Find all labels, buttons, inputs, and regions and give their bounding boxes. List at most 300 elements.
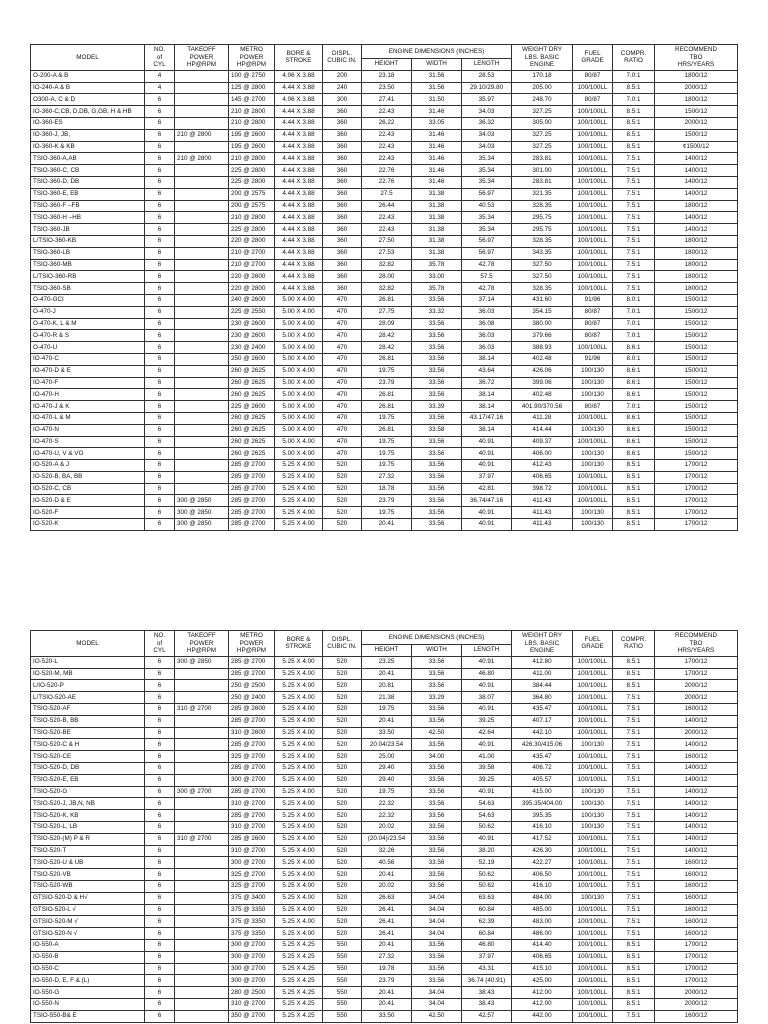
height-cell: 26.81: [362, 353, 412, 365]
takeoff-power-cell: [175, 259, 229, 271]
bore-stroke-cell: 4.44 X 3.88: [275, 153, 323, 165]
height-cell: 22.32: [362, 798, 412, 810]
weight-cell: 406.00: [512, 448, 573, 460]
takeoff-power-cell: [175, 200, 229, 212]
fuel-grade-cell: 100/130: [573, 892, 613, 904]
fuel-grade-cell: 100/100LL: [573, 904, 613, 916]
model-cell: O-470-J: [31, 306, 145, 318]
cylinders-cell: 6: [145, 471, 175, 483]
bore-stroke-cell: 5.25 X 4.00: [275, 751, 323, 763]
compression-ratio-cell: 8.6:1: [613, 377, 655, 389]
takeoff-power-cell: 300 @ 2850: [175, 507, 229, 519]
table-row: [31, 176, 738, 188]
cylinders-cell: 6: [145, 224, 175, 236]
width-cell: 33.56: [412, 939, 462, 951]
metro-power-cell: 300 @ 2700: [229, 951, 275, 963]
model-cell: IO-360-ES: [31, 117, 145, 129]
bore-stroke-cell: 5.25 X 4.00: [275, 507, 323, 519]
model-cell: TSIO-520-B, BB: [31, 715, 145, 727]
length-cell: 37.97: [462, 471, 512, 483]
cylinders-cell: 6: [145, 212, 175, 224]
length-cell: 34.03: [462, 141, 512, 153]
fuel-grade-cell: 100/100LL: [573, 998, 613, 1010]
compression-ratio-cell: 8.6:1: [613, 342, 655, 354]
model-cell: TSIO-360-C, CB: [31, 165, 145, 177]
bore-stroke-cell: 5.00 X 4.00: [275, 342, 323, 354]
width-cell: 31.38: [412, 235, 462, 247]
displacement-cell: 360: [323, 212, 362, 224]
metro-power-cell: 210 @ 2800: [229, 212, 275, 224]
width-cell: 33.56: [412, 833, 462, 845]
height-cell: 20.04/23.54: [362, 739, 412, 751]
width-cell: 33.56: [412, 880, 462, 892]
compression-ratio-cell: 7.5:1: [613, 703, 655, 715]
height-cell: 19.75: [362, 786, 412, 798]
takeoff-power-cell: [175, 436, 229, 448]
height-cell: 22.43: [362, 212, 412, 224]
length-cell: 36.03: [462, 330, 512, 342]
tbo-cell: 2000/12: [655, 117, 738, 129]
compression-ratio-cell: 7.5:1: [613, 692, 655, 704]
tbo-cell: 1800/12: [655, 70, 738, 82]
compression-ratio-cell: 8.5:1: [613, 141, 655, 153]
metro-power-cell: 325 @ 2700: [229, 869, 275, 881]
displacement-cell: 520: [323, 483, 362, 495]
model-cell: IO-360-K & KB: [31, 141, 145, 153]
bore-stroke-cell: 4.44 X 3.88: [275, 117, 323, 129]
height-cell: 28.42: [362, 330, 412, 342]
model-cell: IO-550-N: [31, 998, 145, 1010]
height-cell: 22.76: [362, 176, 412, 188]
fuel-grade-cell: 80/87: [573, 306, 613, 318]
tbo-cell: 1500/12: [655, 106, 738, 118]
displacement-cell: 360: [323, 141, 362, 153]
tbo-cell: 1600/12: [655, 892, 738, 904]
compression-ratio-cell: 7.0:1: [613, 70, 655, 82]
model-cell: IO-550-G: [31, 987, 145, 999]
displacement-cell: 360: [323, 106, 362, 118]
length-cell: 38.14: [462, 401, 512, 413]
cylinders-cell: 6: [145, 389, 175, 401]
fuel-grade-cell: 100/100LL: [573, 259, 613, 271]
takeoff-power-cell: [175, 483, 229, 495]
table-row: [31, 224, 738, 236]
takeoff-power-cell: [175, 165, 229, 177]
cylinders-cell: 6: [145, 1010, 175, 1022]
height-cell: 19.75: [362, 412, 412, 424]
cylinders-cell: 6: [145, 680, 175, 692]
cylinders-cell: 6: [145, 365, 175, 377]
table-row: [31, 200, 738, 212]
takeoff-power-cell: [175, 739, 229, 751]
table-row: [31, 283, 738, 295]
metro-power-cell: 225 @ 2600: [229, 401, 275, 413]
fuel-grade-cell: 80/87: [573, 401, 613, 413]
width-cell: 31.38: [412, 247, 462, 259]
takeoff-power-cell: [175, 247, 229, 259]
header-row: [31, 45, 738, 59]
bore-stroke-cell: 5.00 X 4.00: [275, 448, 323, 460]
tbo-cell: 1700/12: [655, 963, 738, 975]
model-cell: O-200-A & B: [31, 70, 145, 82]
height-cell: 23.18: [362, 70, 412, 82]
metro-power-cell: 300 @ 2700: [229, 963, 275, 975]
length-cell: 43.17/47.16: [462, 412, 512, 424]
cylinders-cell: 6: [145, 94, 175, 106]
compression-ratio-cell: 8.5:1: [613, 963, 655, 975]
model-cell: IO-470-U, V & VO: [31, 448, 145, 460]
metro-power-cell: 220 @ 2800: [229, 235, 275, 247]
fuel-grade-cell: 80/87: [573, 318, 613, 330]
tbo-header: RECOMMEND TBO HRS/YEARS: [655, 631, 738, 657]
cylinders-cell: 6: [145, 656, 175, 668]
table-row: [31, 751, 738, 763]
table-row: [31, 471, 738, 483]
model-cell: IO-470-D & E: [31, 365, 145, 377]
fuel-grade-cell: 100/100LL: [573, 987, 613, 999]
width-cell: 33.56: [412, 318, 462, 330]
metro-power-cell: 375 @ 3400: [229, 892, 275, 904]
metro-power-cell: 220 @ 2800: [229, 283, 275, 295]
weight-cell: 412.80: [512, 656, 573, 668]
model-cell: GTSIO-520-M √: [31, 916, 145, 928]
height-cell: 25.00: [362, 751, 412, 763]
weight-cell: 205.00: [512, 82, 573, 94]
engine-dimensions-header: ENGINE DIMENSIONS (INCHES): [362, 45, 512, 59]
fuel-grade-cell: 100/100LL: [573, 857, 613, 869]
width-cell: 33.56: [412, 460, 462, 472]
table-row: [31, 401, 738, 413]
fuel-grade-cell: 100/100LL: [573, 106, 613, 118]
model-cell: L/TSIO-360-KB: [31, 235, 145, 247]
tbo-cell: 1700/12: [655, 460, 738, 472]
metro-power-cell: 300 @ 2700: [229, 857, 275, 869]
model-cell: L/TSIO-520-AE: [31, 692, 145, 704]
model-cell: TSIO-360-A,AB: [31, 153, 145, 165]
weight-cell: 327.50: [512, 271, 573, 283]
cylinders-cell: 6: [145, 668, 175, 680]
height-cell: 26.81: [362, 424, 412, 436]
engine-dimensions-header: ENGINE DIMENSIONS (INCHES): [362, 631, 512, 645]
length-cell: 36.08: [462, 318, 512, 330]
takeoff-power-cell: [175, 916, 229, 928]
model-cell: IO-520-M, MB: [31, 668, 145, 680]
displacement-cell: 520: [323, 680, 362, 692]
table-row: [31, 212, 738, 224]
takeoff-power-cell: 210 @ 2800: [175, 129, 229, 141]
weight-cell: 416.10: [512, 821, 573, 833]
metro-power-cell: 375 @ 3350: [229, 916, 275, 928]
tbo-cell: 1500/12: [655, 342, 738, 354]
width-cell: 33.56: [412, 389, 462, 401]
length-cell: 40.91: [462, 680, 512, 692]
tbo-cell: 1800/12: [655, 247, 738, 259]
width-cell: 31.38: [412, 212, 462, 224]
table-body: [31, 656, 738, 1022]
displacement-cell: 520: [323, 786, 362, 798]
bore-stroke-cell: 5.00 X 4.00: [275, 353, 323, 365]
table-row: [31, 82, 738, 94]
displacement-cell: 520: [323, 507, 362, 519]
tbo-cell: 2000/12: [655, 987, 738, 999]
cylinders-cell: 6: [145, 833, 175, 845]
model-cell: IO-470-F: [31, 377, 145, 389]
metro-power-cell: 285 @ 2700: [229, 483, 275, 495]
height-cell: 26.81: [362, 389, 412, 401]
model-cell: IO-550-B: [31, 951, 145, 963]
bore-stroke-cell: 5.25 X 4.00: [275, 680, 323, 692]
tbo-cell: 1700/12: [655, 975, 738, 987]
height-cell: 27.32: [362, 471, 412, 483]
model-cell: TSIO-360-MB: [31, 259, 145, 271]
displacement-cell: 520: [323, 703, 362, 715]
takeoff-power-cell: [175, 424, 229, 436]
cylinders-cell: 6: [145, 141, 175, 153]
metro-power-cell: 325 @ 2700: [229, 751, 275, 763]
length-cell: 41.00: [462, 751, 512, 763]
model-cell: TSIO-520-BE: [31, 727, 145, 739]
weight-cell: 412.43: [512, 460, 573, 472]
takeoff-power-cell: [175, 306, 229, 318]
takeoff-power-cell: [175, 998, 229, 1010]
takeoff-power-cell: [175, 975, 229, 987]
weight-cell: 295.75: [512, 224, 573, 236]
table-row: [31, 271, 738, 283]
width-cell: 33.56: [412, 798, 462, 810]
fuel-grade-cell: 100/130: [573, 460, 613, 472]
tbo-cell: 1400/12: [655, 845, 738, 857]
tbo-cell: 1500/12: [655, 129, 738, 141]
weight-cell: 411.00: [512, 668, 573, 680]
width-cell: 31.46: [412, 129, 462, 141]
tbo-cell: 2000/12: [655, 82, 738, 94]
bore-stroke-cell: 5.25 X 4.00: [275, 762, 323, 774]
metro-power-cell: 225 @ 2800: [229, 165, 275, 177]
takeoff-power-cell: [175, 798, 229, 810]
takeoff-power-cell: [175, 294, 229, 306]
width-cell: 31.46: [412, 153, 462, 165]
fuel-grade-cell: 80/87: [573, 330, 613, 342]
height-cell: 28.00: [362, 271, 412, 283]
takeoff-power-cell: [175, 751, 229, 763]
fuel-grade-header: FUEL GRADE: [573, 45, 613, 71]
tbo-cell: 2000/12: [655, 727, 738, 739]
takeoff-power-cell: [175, 141, 229, 153]
table-row: [31, 904, 738, 916]
table-row: [31, 377, 738, 389]
bore-stroke-cell: 5.25 X 4.00: [275, 460, 323, 472]
cylinders-cell: 6: [145, 353, 175, 365]
displacement-cell: 470: [323, 294, 362, 306]
width-cell: 34.00: [412, 751, 462, 763]
length-cell: 42.64: [462, 727, 512, 739]
compression-ratio-cell: 8.0:1: [613, 294, 655, 306]
height-cell: 29.40: [362, 762, 412, 774]
metro-power-header: METRO POWER HP@RPM: [229, 45, 275, 71]
tbo-cell: 1400/12: [655, 739, 738, 751]
weight-cell: 248.70: [512, 94, 573, 106]
model-cell: TSIO-520-C & H: [31, 739, 145, 751]
height-cell: 23.79: [362, 975, 412, 987]
bore-stroke-cell: 5.25 X 4.25: [275, 951, 323, 963]
tbo-cell: 1700/12: [655, 668, 738, 680]
weight-cell: 295.75: [512, 212, 573, 224]
bore-stroke-cell: 5.25 X 4.00: [275, 483, 323, 495]
tbo-cell: 1500/12: [655, 318, 738, 330]
bore-stroke-cell: 5.00 X 4.00: [275, 389, 323, 401]
length-cell: 60.84: [462, 904, 512, 916]
displacement-header: DISPL. CUBIC IN.: [323, 45, 362, 71]
displacement-cell: 240: [323, 82, 362, 94]
length-cell: 63.63: [462, 892, 512, 904]
weight-cell: 435.47: [512, 751, 573, 763]
length-cell: 35.97: [462, 94, 512, 106]
length-cell: 36.32: [462, 117, 512, 129]
tbo-cell: ¢1500/12: [655, 141, 738, 153]
tbo-cell: 1400/12: [655, 774, 738, 786]
length-cell: 62.39: [462, 916, 512, 928]
metro-power-cell: 260 @ 2625: [229, 448, 275, 460]
height-cell: 19.78: [362, 963, 412, 975]
table-row: [31, 951, 738, 963]
tbo-cell: 1500/12: [655, 389, 738, 401]
length-cell: 36.03: [462, 306, 512, 318]
height-cell: 22.43: [362, 153, 412, 165]
fuel-grade-cell: 100/100LL: [573, 412, 613, 424]
length-cell: 46.80: [462, 939, 512, 951]
takeoff-power-cell: [175, 224, 229, 236]
table-row: [31, 342, 738, 354]
compression-ratio-cell: 8.5:1: [613, 680, 655, 692]
displacement-cell: 470: [323, 377, 362, 389]
tbo-cell: 1500/12: [655, 401, 738, 413]
weight-cell: 442.00: [512, 1010, 573, 1022]
displacement-cell: 520: [323, 833, 362, 845]
displacement-cell: 360: [323, 176, 362, 188]
height-cell: 26.44: [362, 200, 412, 212]
tbo-cell: 1700/12: [655, 951, 738, 963]
displacement-cell: 470: [323, 365, 362, 377]
compression-ratio-cell: 7.0:1: [613, 401, 655, 413]
width-cell: 33.56: [412, 519, 462, 531]
cylinders-cell: 6: [145, 692, 175, 704]
displacement-cell: 200: [323, 70, 362, 82]
displacement-cell: 360: [323, 235, 362, 247]
model-cell: IO-360-J, JB,: [31, 129, 145, 141]
displacement-cell: 360: [323, 117, 362, 129]
compression-ratio-cell: 7.0:1: [613, 306, 655, 318]
length-header: LENGTH: [462, 644, 512, 656]
displacement-cell: 520: [323, 519, 362, 531]
bore-stroke-cell: 5.25 X 4.25: [275, 987, 323, 999]
displacement-cell: 520: [323, 656, 362, 668]
fuel-grade-cell: 100/130: [573, 507, 613, 519]
height-cell: 22.43: [362, 141, 412, 153]
model-cell: TSIO-520-K, KB: [31, 810, 145, 822]
table-row: [31, 412, 738, 424]
fuel-grade-cell: 100/100LL: [573, 715, 613, 727]
length-cell: 36.74 (40.91): [462, 975, 512, 987]
displacement-cell: 300: [323, 94, 362, 106]
table-row: [31, 1010, 738, 1022]
compression-ratio-cell: 7.0:1: [613, 94, 655, 106]
bore-stroke-cell: 4.44 X 3.88: [275, 283, 323, 295]
metro-power-cell: 285 @ 2700: [229, 460, 275, 472]
length-cell: 36.74/47.16: [462, 495, 512, 507]
bore-stroke-cell: 5.00 X 4.00: [275, 401, 323, 413]
tbo-cell: 1600/12: [655, 703, 738, 715]
takeoff-power-cell: [175, 892, 229, 904]
cylinders-cell: 6: [145, 987, 175, 999]
table-row: [31, 810, 738, 822]
height-cell: 27.32: [362, 951, 412, 963]
takeoff-power-cell: [175, 460, 229, 472]
width-cell: 33.56: [412, 483, 462, 495]
width-cell: 31.50: [412, 94, 462, 106]
metro-power-cell: 285 @ 2700: [229, 786, 275, 798]
bore-stroke-cell: 5.25 X 4.00: [275, 869, 323, 881]
height-cell: 19.75: [362, 703, 412, 715]
weight-cell: 425.00: [512, 975, 573, 987]
model-header: MODEL: [31, 631, 145, 657]
metro-power-cell: 280 @ 2500: [229, 987, 275, 999]
displacement-cell: 470: [323, 318, 362, 330]
height-header: HEIGHT: [362, 644, 412, 656]
tbo-cell: 1400/12: [655, 821, 738, 833]
table-row: [31, 916, 738, 928]
metro-power-cell: 310 @ 2700: [229, 798, 275, 810]
height-cell: 33.50: [362, 1010, 412, 1022]
cylinders-cell: 6: [145, 271, 175, 283]
displacement-cell: 470: [323, 436, 362, 448]
metro-power-cell: 300 @ 2700: [229, 939, 275, 951]
length-cell: 38.14: [462, 424, 512, 436]
model-cell: TSIO-360-SB: [31, 283, 145, 295]
tbo-cell: 1800/12: [655, 283, 738, 295]
weight-cell: 327.25: [512, 141, 573, 153]
height-cell: 20.41: [362, 998, 412, 1010]
tbo-cell: 1500/12: [655, 424, 738, 436]
metro-power-cell: 200 @ 2575: [229, 200, 275, 212]
takeoff-power-cell: 210 @ 2800: [175, 153, 229, 165]
cylinders-cell: 6: [145, 283, 175, 295]
length-cell: 40.91: [462, 703, 512, 715]
metro-power-cell: 240 @ 2600: [229, 294, 275, 306]
height-cell: 19.75: [362, 365, 412, 377]
takeoff-power-cell: [175, 762, 229, 774]
tbo-cell: 1500/12: [655, 377, 738, 389]
fuel-grade-cell: 100/100LL: [573, 247, 613, 259]
model-cell: IO-470-C: [31, 353, 145, 365]
fuel-grade-cell: 100/100LL: [573, 129, 613, 141]
takeoff-power-cell: [175, 1010, 229, 1022]
tbo-cell: 2000/12: [655, 692, 738, 704]
displacement-cell: 550: [323, 939, 362, 951]
width-cell: 33.56: [412, 656, 462, 668]
cylinders-cell: 6: [145, 412, 175, 424]
bore-stroke-cell: 4.44 X 3.88: [275, 141, 323, 153]
compression-ratio-cell: 8.5:1: [613, 483, 655, 495]
metro-power-cell: 310 @ 2700: [229, 821, 275, 833]
fuel-grade-cell: 100/100LL: [573, 1010, 613, 1022]
tbo-cell: 1800/12: [655, 94, 738, 106]
compression-ratio-cell: 7.5:1: [613, 786, 655, 798]
cylinders-cell: 6: [145, 786, 175, 798]
metro-power-cell: 310 @ 2700: [229, 845, 275, 857]
table-row: [31, 880, 738, 892]
table-row: [31, 786, 738, 798]
compression-ratio-cell: 7.5:1: [613, 235, 655, 247]
